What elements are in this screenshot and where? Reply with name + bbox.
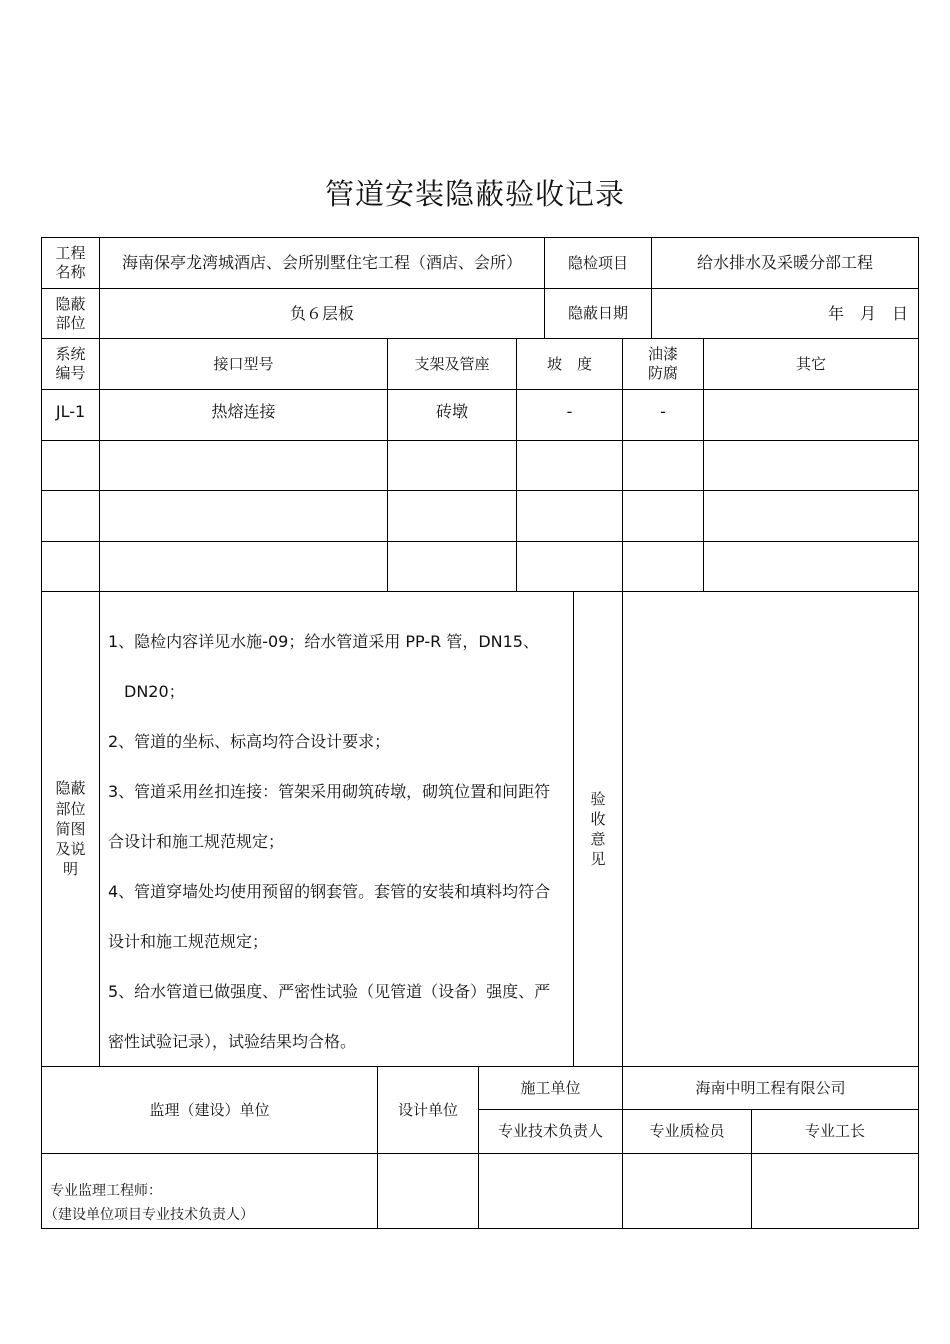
supervisor-engineer-label: 专业监理工程师： (50, 1183, 162, 1200)
hidden-part: 负６层板 (289, 303, 354, 323)
construction-unit-label: 施工单位 (520, 1078, 581, 1097)
project-name: 海南保亭龙湾城酒店、会所别墅住宅工程（酒店、会所） (121, 253, 522, 272)
foreman-label: 专业工长 (804, 1122, 865, 1141)
row1-paint: - (660, 402, 666, 421)
tech-lead-signature-area[interactable] (479, 1154, 622, 1228)
table-row (42, 542, 918, 591)
quality-inspector-signature-area[interactable] (623, 1154, 751, 1228)
table-row (42, 441, 918, 490)
hidden-date-label: 隐蔽日期 (567, 304, 628, 323)
description-notes (108, 617, 568, 1067)
row1-joint-type: 热熔连接 (211, 402, 276, 421)
row1-other (704, 390, 918, 434)
note-line: 合设计和施工规范规定； (108, 832, 285, 851)
row1-support: 砖墩 (435, 402, 468, 421)
hidden-part-label: 隐蔽 部位 (55, 294, 86, 332)
design-unit: 设计单位 (397, 1100, 458, 1119)
owner-tech-lead-label: （建设单位项目专业技术负责人） (44, 1207, 254, 1224)
inspection-item: 给水排水及采暖分部工程 (696, 253, 873, 272)
col-slope: 坡 度 (546, 354, 592, 373)
tech-lead-label: 专业技术负责人 (497, 1122, 603, 1141)
design-signature-area[interactable] (378, 1154, 478, 1228)
project-name-label: 工程 名称 (55, 244, 86, 281)
hidden-date: 年 月 日 (827, 303, 908, 323)
col-other: 其它 (795, 354, 826, 373)
page-title: 管道安装隐蔽验收记录 (324, 177, 625, 211)
acceptance-opinion-area[interactable] (623, 592, 918, 1066)
construction-unit: 海南中明工程有限公司 (695, 1078, 846, 1097)
foreman-signature-area[interactable] (752, 1154, 918, 1228)
note-line: 5、给水管道已做强度、严密性试验（见管道（设备）强度、严 (108, 982, 551, 1001)
col-support: 支架及管座 (414, 354, 490, 373)
supervision-unit: 监理（建设）单位 (149, 1100, 270, 1119)
row1-system-number: JL-1 (55, 402, 86, 421)
table-row (42, 491, 918, 541)
col-system-number: 系统 编号 (55, 345, 86, 382)
row1-slope: - (566, 402, 573, 421)
note-line: 3、管道采用丝扣连接：管架采用砌筑砖墩，砌筑位置和间距符 (108, 782, 551, 801)
note-line: DN20； (108, 682, 185, 701)
note-line: 1、隐检内容详见水施-09；给水管道采用 PP-R 管，DN15、 (108, 632, 539, 651)
description-label: 隐蔽 部位 简图 及说 明 (55, 779, 86, 879)
quality-inspector-label: 专业质检员 (649, 1122, 725, 1141)
inspection-item-label: 隐检项目 (567, 253, 628, 272)
note-line: 4、管道穿墙处均使用预留的钢套管。套管的安装和填料均符合 (108, 882, 551, 901)
note-line: 密性试验记录），试验结果均合格。 (108, 1032, 357, 1051)
col-paint: 油漆 防腐 (647, 345, 678, 382)
col-joint-type: 接口型号 (213, 354, 274, 373)
note-line: 设计和施工规范规定； (108, 932, 269, 951)
acceptance-label: 验 收 意 见 (590, 789, 606, 869)
note-line: 2、管道的坐标、标高均符合设计要求； (108, 732, 391, 751)
